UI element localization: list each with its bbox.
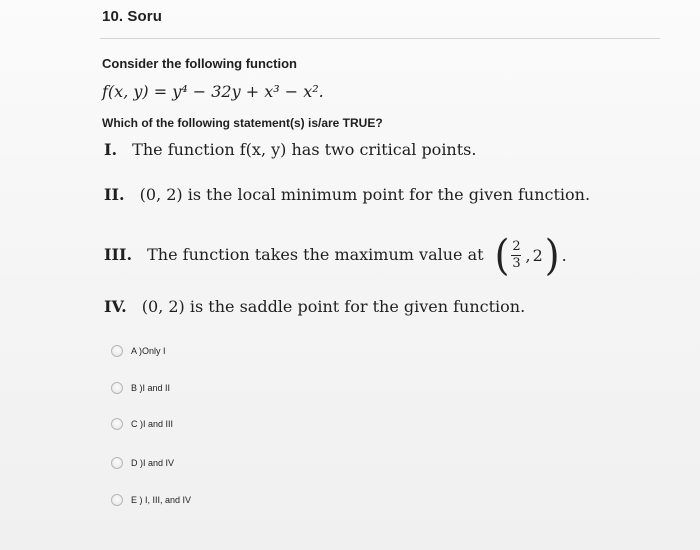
radio-button[interactable] xyxy=(111,345,123,357)
statement-text: (0, 2) is the local minimum point for the given function. xyxy=(139,185,591,204)
option-label: A )Only I xyxy=(131,346,166,356)
answer-option-e[interactable] xyxy=(111,494,191,506)
option-label: C )I and III xyxy=(131,419,174,429)
point-second-coordinate: 2 xyxy=(532,245,543,265)
answer-option-d[interactable] xyxy=(111,457,174,469)
point-comma: , xyxy=(525,245,531,265)
fraction-numerator: 2 xyxy=(512,238,521,254)
statement-1 xyxy=(104,140,476,159)
statement-numeral: III. xyxy=(104,244,133,264)
radio-button[interactable] xyxy=(111,494,123,506)
statement-numeral: II. xyxy=(104,185,125,204)
left-parenthesis: ( xyxy=(494,230,510,280)
function-formula: f(x, y) = y⁴ − 32y + x³ − x². xyxy=(102,82,324,101)
radio-button[interactable] xyxy=(111,418,123,430)
statement-numeral: IV. xyxy=(104,297,127,316)
fraction xyxy=(511,240,521,270)
maximum-point-expression xyxy=(494,230,567,280)
option-label: E ) I, III, and IV xyxy=(131,495,192,505)
statement-text: (0, 2) is the saddle point for the given function. xyxy=(141,297,526,316)
statement-3 xyxy=(104,230,567,280)
statement-text: The function f(x, y) has two critical points. xyxy=(132,140,477,159)
option-label: B )I and II xyxy=(131,383,171,393)
statement-period: . xyxy=(561,245,567,265)
statement-4 xyxy=(104,297,525,316)
statement-2 xyxy=(104,185,590,204)
answer-option-b[interactable] xyxy=(111,382,170,394)
question-title: 10. Soru xyxy=(102,8,162,25)
radio-button[interactable] xyxy=(111,457,123,469)
fraction-denominator: 3 xyxy=(512,255,521,271)
divider xyxy=(100,38,660,39)
statement-numeral: I. xyxy=(104,140,118,159)
option-label: D )I and IV xyxy=(131,458,175,468)
radio-button[interactable] xyxy=(111,382,123,394)
statement-text: The function takes the maximum value at xyxy=(147,244,484,264)
question-prompt: Which of the following statement(s) is/are TRUE? xyxy=(102,116,383,130)
answer-option-c[interactable] xyxy=(111,418,173,430)
right-parenthesis: ) xyxy=(544,230,560,280)
answer-option-a[interactable] xyxy=(111,345,166,357)
question-intro: Consider the following function xyxy=(102,56,297,71)
